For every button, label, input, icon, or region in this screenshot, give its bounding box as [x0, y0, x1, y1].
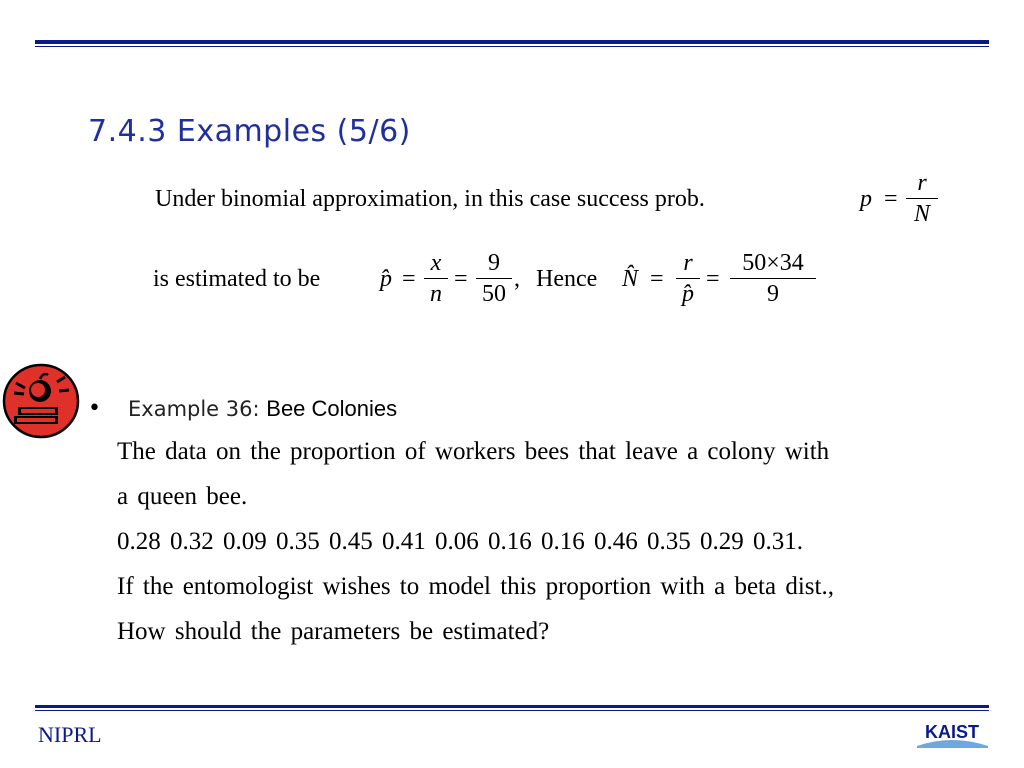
footer-org-label: NIPRL: [38, 722, 102, 747]
denominator: 50: [482, 281, 506, 307]
fraction-r-over-phat: [676, 250, 700, 307]
comma: ,: [514, 266, 520, 292]
bullet-marker: •: [88, 396, 101, 421]
eq-3: =: [650, 266, 664, 292]
numerator: x: [430, 250, 442, 276]
line1-text: Under binomial approximation, in this case success prob.: [155, 186, 705, 212]
apple-books-icon: [2, 363, 80, 439]
svg-text:KAIST: KAIST: [925, 722, 979, 742]
denominator: 9: [767, 281, 779, 307]
kaist-logo: [915, 720, 990, 748]
eq-2: =: [454, 266, 468, 292]
line1-eq: =: [884, 186, 898, 212]
body-line-5: How should the parameters be estimated?: [117, 618, 550, 645]
fraction-9-over-50: [476, 250, 512, 307]
denominator: N: [913, 201, 930, 227]
numerator: 50×34: [742, 250, 804, 276]
denominator: p̂: [682, 281, 694, 307]
numerator: r: [917, 170, 927, 196]
example-label: Example 36:: [128, 397, 260, 421]
body-line-3: 0.28 0.32 0.09 0.35 0.45 0.41 0.06 0.16 0.16 0.46 0.35 0.29 0.31.: [117, 528, 803, 555]
header-rule: [35, 40, 989, 47]
fraction-r-over-N: [906, 170, 938, 227]
body-line-2: a queen bee.: [117, 483, 248, 510]
eq-1: =: [402, 266, 416, 292]
line2-text: is estimated to be: [153, 266, 321, 292]
fraction-x-over-n: [424, 250, 448, 307]
body-line-4: If the entomologist wishes to model this proportion with a beta dist.,: [117, 573, 834, 600]
p-hat: p̂: [380, 266, 392, 292]
example-heading: [128, 396, 397, 422]
footer-rule: [35, 705, 989, 711]
numerator: r: [683, 250, 693, 276]
denominator: n: [430, 281, 442, 307]
line1-p: p: [860, 186, 872, 212]
fraction-50x34-over-9: [730, 250, 816, 307]
hence-label: Hence: [536, 266, 598, 292]
eq-4: =: [706, 266, 720, 292]
example-title: Bee Colonies: [266, 396, 398, 421]
body-line-1: The data on the proportion of workers bees that leave a colony with: [117, 438, 830, 465]
slide-title: 7.4.3 Examples (5/6): [88, 114, 411, 149]
numerator: 9: [488, 250, 500, 276]
n-hat: N̂: [622, 266, 639, 292]
